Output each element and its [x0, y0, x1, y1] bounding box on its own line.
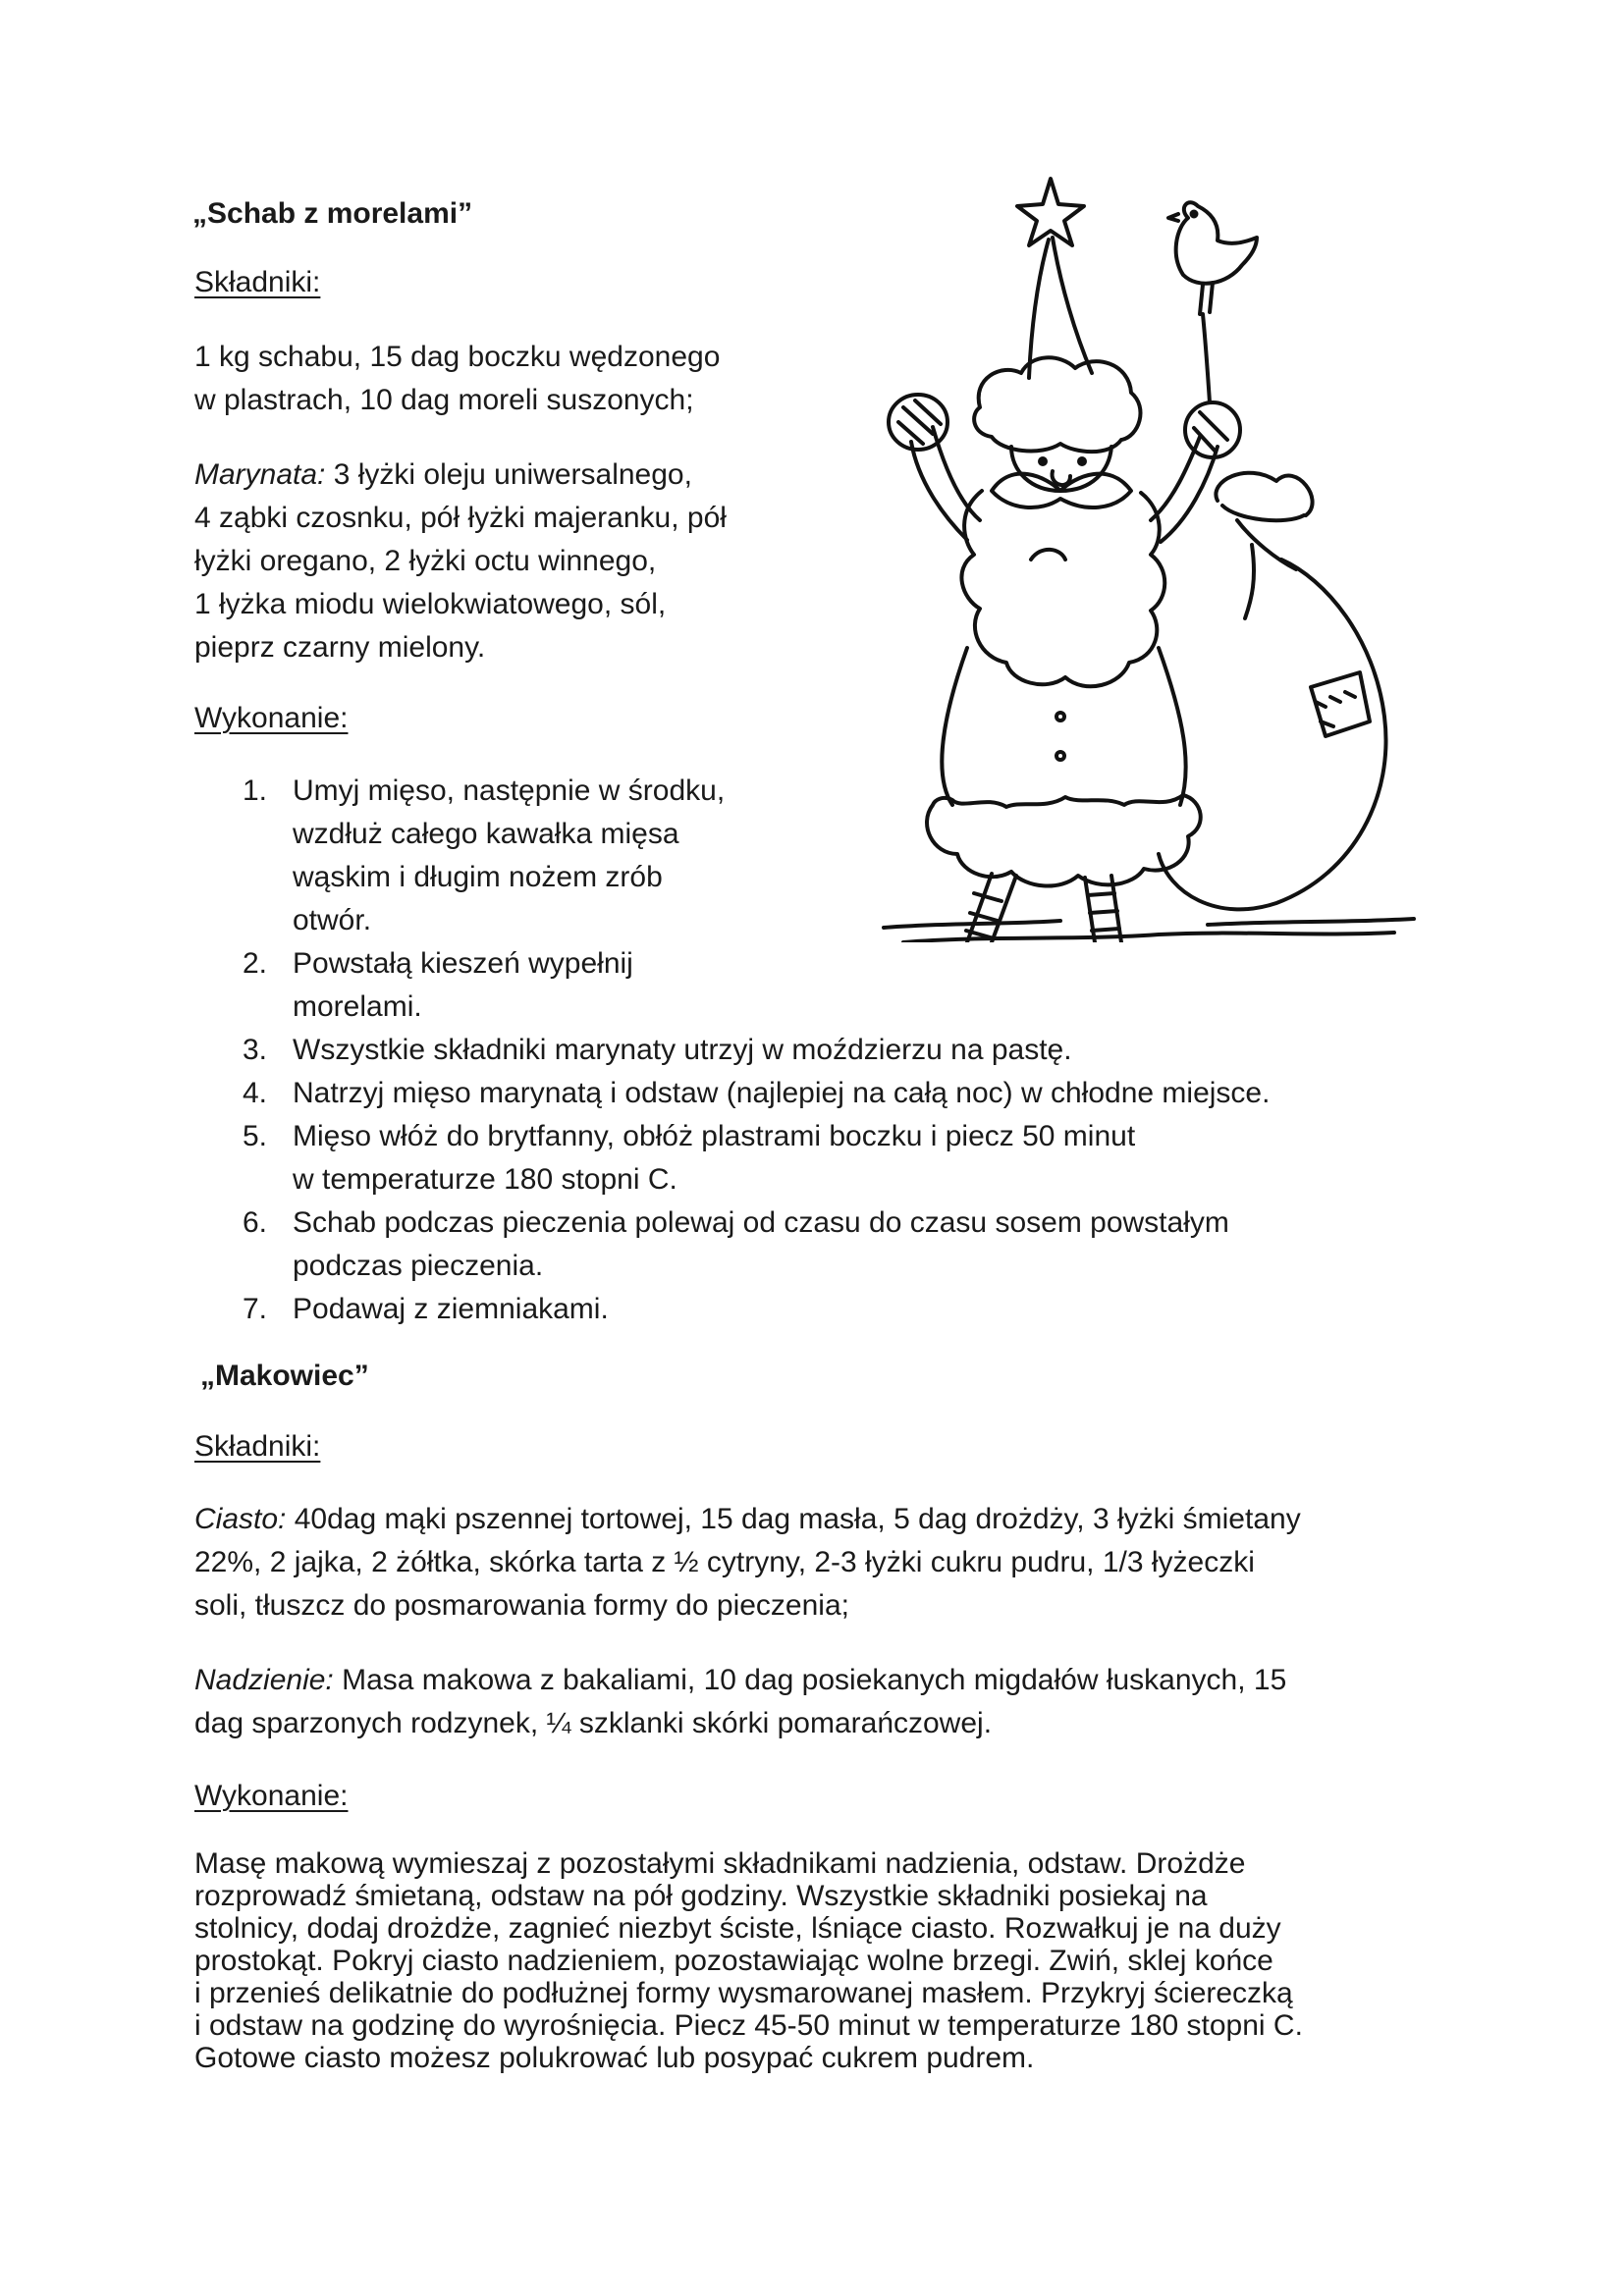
dough-label: Ciasto: — [194, 1503, 287, 1535]
method-line: i przenieś delikatnie do podłużnej formy wysmarowanej masłem. Przykryj ściereczką — [194, 1977, 1293, 2009]
method-paragraph-2 — [194, 1847, 1303, 2074]
filling-text — [194, 1659, 1286, 1745]
method-line: Gotowe ciasto możesz polukrować lub posypać cukrem pudrem. — [194, 2042, 1035, 2074]
marinade-line: 4 ząbki czosnku, pół łyżki majeranku, pół — [194, 502, 727, 534]
filling-line: Masa makowa z bakaliami, 10 dag posiekanych migdałów łuskanych, 15 — [333, 1664, 1287, 1696]
step-line: Schab podczas pieczenia polewaj od czasu do czasu sosem powstałym — [293, 1206, 1229, 1239]
ingredients-heading-2: Składniki: — [194, 1430, 321, 1463]
marinade-text — [194, 454, 727, 669]
ingredients-text-1 — [194, 336, 720, 422]
marinade-line: łyżki oregano, 2 łyżki octu winnego, — [194, 545, 657, 577]
marinade-line: 3 łyżki oleju uniwersalnego, — [325, 458, 692, 491]
method-step — [243, 1029, 1270, 1072]
step-line: Wszystkie składniki marynaty utrzyj w moździerzu na pastę. — [293, 1034, 1072, 1066]
step-line: Powstałą kieszeń wypełnij — [293, 947, 633, 980]
step-line: otwór. — [293, 904, 372, 936]
dough-text — [194, 1498, 1301, 1628]
method-step — [243, 1288, 1270, 1331]
dough-line: soli, tłuszcz do posmarowania formy do pieczenia; — [194, 1589, 849, 1622]
step-line: w temperaturze 180 stopni C. — [293, 1163, 677, 1196]
filling-label: Nadzienie: — [194, 1664, 334, 1696]
step-number: 1. — [243, 774, 268, 807]
method-line: rozprowadź śmietaną, odstaw na pół godziny. Wszystkie składniki posiekaj na — [194, 1880, 1208, 1912]
ingredients-line: w plastrach, 10 dag moreli suszonych; — [194, 384, 694, 416]
method-step — [243, 1115, 1270, 1201]
step-line: wąskim i długim nożem zrób — [293, 861, 663, 893]
method-heading-2: Wykonanie: — [194, 1780, 349, 1812]
method-step — [243, 942, 1270, 1029]
marinade-label: Marynata: — [194, 458, 326, 491]
ingredients-heading-1: Składniki: — [194, 266, 321, 298]
step-line: Umyj mięso, następnie w środku, — [293, 774, 726, 807]
filling-first-line — [194, 1659, 1286, 1702]
marinade-line: 1 łyżka miodu wielokwiatowego, sól, — [194, 588, 667, 620]
filling-line: dag sparzonych rodzynek, ¼ szklanki skórki pomarańczowej. — [194, 1707, 993, 1739]
step-line: Podawaj z ziemniakami. — [293, 1293, 609, 1325]
dough-line: 22%, 2 jajka, 2 żółtka, skórka tarta z ½ cytryny, 2-3 łyżki cukru pudru, 1/3 łyżeczki — [194, 1546, 1255, 1578]
marinade-line: pieprz czarny mielony. — [194, 631, 486, 664]
santa-claus-drawing-icon — [864, 167, 1443, 942]
step-number: 4. — [243, 1077, 268, 1109]
step-line: Natrzyj mięso marynatą i odstaw (najlepiej na całą noc) w chłodne miejsce. — [293, 1077, 1271, 1109]
step-line: wzdłuż całego kawałka mięsa — [293, 818, 679, 850]
method-step — [243, 1072, 1270, 1115]
ingredients-line: 1 kg schabu, 15 dag boczku wędzonego — [194, 341, 721, 373]
step-number: 7. — [243, 1293, 268, 1325]
step-number: 3. — [243, 1034, 268, 1066]
method-line: Masę makową wymieszaj z pozostałymi składnikami nadzienia, odstaw. Drożdże — [194, 1847, 1246, 1880]
method-line: prostokąt. Pokryj ciasto nadzieniem, pozostawiając wolne brzegi. Zwiń, sklej końce — [194, 1945, 1273, 1977]
step-line: podczas pieczenia. — [293, 1250, 544, 1282]
step-line: morelami. — [293, 990, 422, 1023]
method-step — [243, 1201, 1270, 1288]
method-line: i odstaw na godzinę do wyrośnięcia. Piecz 45-50 minut w temperaturze 180 stopni C. — [194, 2009, 1303, 2042]
method-line: stolnicy, dodaj drożdże, zagnieć niezbyt ściste, lśniące ciasto. Rozwałkuj je na duży — [194, 1912, 1281, 1945]
step-number: 6. — [243, 1206, 268, 1239]
recipe-title-makowiec: „Makowiec” — [200, 1360, 369, 1392]
method-heading-1: Wykonanie: — [194, 702, 349, 734]
step-line: Mięso włóż do brytfanny, obłóż plastrami boczku i piecz 50 minut — [293, 1120, 1136, 1152]
dough-first-line — [194, 1498, 1301, 1541]
step-number: 2. — [243, 947, 268, 980]
dough-line: 40dag mąki pszennej tortowej, 15 dag masła, 5 dag drożdży, 3 łyżki śmietany — [286, 1503, 1301, 1535]
marinade-first-line — [194, 454, 727, 497]
step-number: 5. — [243, 1120, 268, 1152]
recipe-title-schab: „Schab z morelami” — [192, 197, 473, 230]
